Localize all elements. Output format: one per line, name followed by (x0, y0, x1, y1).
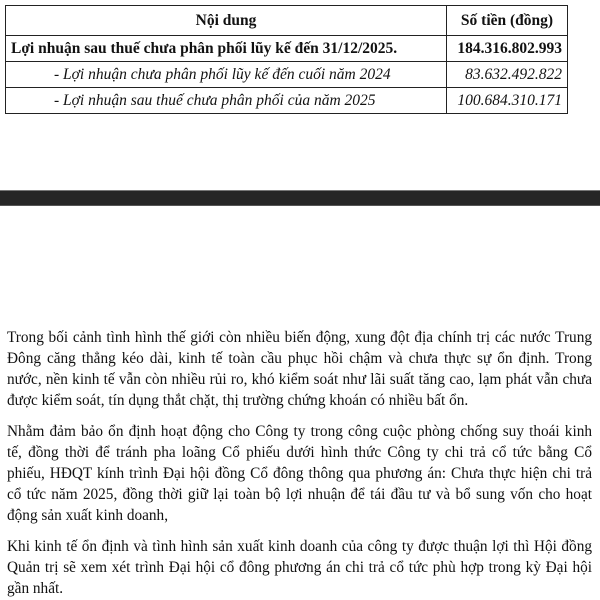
divider-band (0, 190, 600, 206)
text-line: Khi kinh tế ổn định và tình hình sản xuất kinh doanh của công ty được thuận lợi thì Hội đồng (7, 538, 592, 555)
row-amount: 83.632.492.822 (447, 62, 568, 88)
text-line: động sản xuất kinh doanh, (7, 507, 169, 524)
text-line: cổ tức năm 2025, đồng thời giữ lại toàn bộ lợi nhuận để tái đầu tư và bổ sung vốn cho hoạt (7, 486, 592, 503)
header-amount: Số tiền (đồng) (447, 6, 568, 36)
table-row (6, 62, 568, 88)
text-line: nước, nền kinh tế vẫn còn nhiều rủi ro, khó kiểm soát như lãi suất tăng cao, lạm phát vẫn chưa (7, 371, 592, 388)
header-content: Nội dung (6, 6, 447, 36)
table-header-row (6, 6, 568, 36)
paragraph-context (7, 327, 592, 411)
text-line: Nhằm đảm bảo ổn định hoạt động cho Công ty trong công cuộc phòng chống suy thoái kinh (7, 423, 592, 440)
paragraph-future (7, 536, 592, 599)
row-label: - Lợi nhuận chưa phân phối lũy kế đến cuối năm 2024 (6, 62, 447, 88)
table-row (6, 36, 568, 62)
text-line: Quản trị sẽ xem xét trình Đại hội cổ đông phương án chi trả cổ tức phù hợp trong kỳ Đại hội (7, 559, 592, 576)
text-line: tế, đồng thời để tránh pha loãng Cổ phiếu dưới hình thức Công ty chi trả cổ tức bằng Cổ (7, 444, 592, 461)
paragraph-proposal (7, 421, 592, 526)
row-label: - Lợi nhuận sau thuế chưa phân phối của năm 2025 (6, 88, 447, 114)
text-line: phiếu, HĐQT kính trình Đại hội đồng Cổ đông thông qua phương án: Chưa thực hiện chi trả (7, 465, 592, 482)
profit-table (5, 5, 568, 114)
text-line: Trong bối cảnh tình hình thế giới còn nhiều biến động, xung đột địa chính trị các nước Trung (7, 329, 592, 346)
text-line: Đông căng thẳng kéo dài, kinh tế toàn cầu phục hồi chậm và chưa thực sự ổn định. Trong (7, 350, 592, 367)
table-row (6, 88, 568, 114)
row-amount: 100.684.310.171 (447, 88, 568, 114)
row-amount: 184.316.802.993 (447, 36, 568, 62)
row-label: Lợi nhuận sau thuế chưa phân phối lũy kế đến 31/12/2025. (6, 36, 447, 62)
text-line: được kiểm soát, tín dụng thắt chặt, thị trường chứng khoán có nhiều bất ổn. (7, 392, 469, 409)
text-line: gần nhất. (7, 580, 64, 597)
